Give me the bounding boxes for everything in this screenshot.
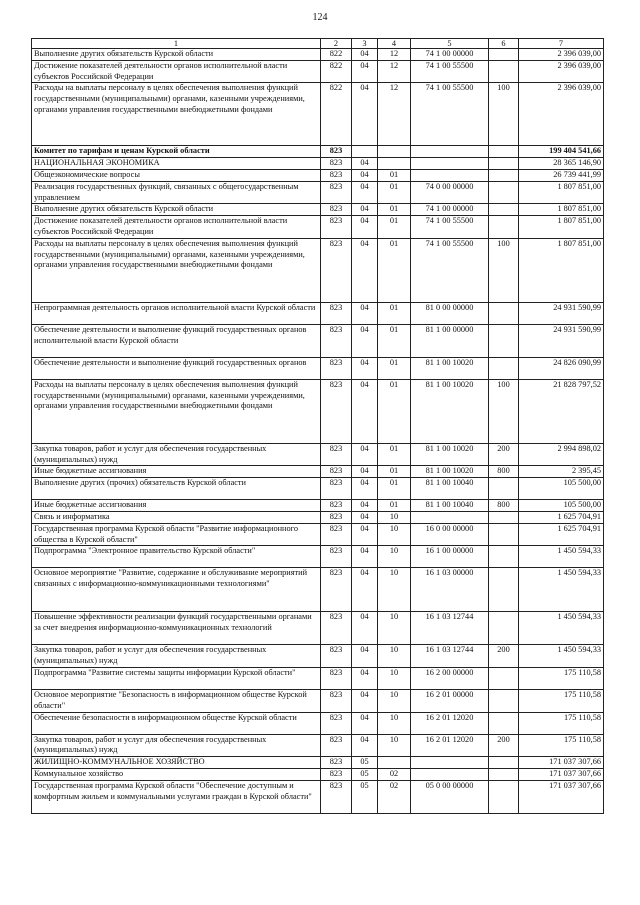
target-article-cell: 16 1 03 12744: [411, 612, 489, 645]
section-code-cell: 04: [352, 466, 378, 478]
section-code-cell: 04: [352, 216, 378, 239]
section-code-cell: 04: [352, 546, 378, 568]
expense-type-cell: [489, 216, 519, 239]
table-body: [32, 49, 604, 814]
subsection-code-cell: 01: [378, 324, 411, 357]
subsection-code-cell: 01: [378, 478, 411, 500]
table-row: [32, 780, 604, 813]
target-article-cell: [411, 757, 489, 769]
ministry-code-cell: 823: [321, 466, 352, 478]
amount-cell: 105 500,00: [519, 478, 604, 500]
expense-type-cell: [489, 478, 519, 500]
target-article-cell: 81 0 00 00000: [411, 302, 489, 324]
section-code-cell: 04: [352, 49, 378, 61]
amount-cell: 26 739 441,99: [519, 169, 604, 181]
target-article-cell: 81 1 00 00000: [411, 324, 489, 357]
subsection-code-cell: 10: [378, 689, 411, 712]
section-code-cell: 04: [352, 169, 378, 181]
table-row: [32, 443, 604, 466]
subsection-code-cell: 10: [378, 667, 411, 689]
amount-cell: 175 110,58: [519, 734, 604, 757]
target-article-cell: 74 1 00 55500: [411, 83, 489, 146]
expense-type-cell: [489, 302, 519, 324]
amount-cell: 1 450 594,33: [519, 612, 604, 645]
subsection-code-cell: [378, 158, 411, 170]
subsection-code-cell: 01: [378, 302, 411, 324]
target-article-cell: 16 0 00 00000: [411, 523, 489, 546]
subsection-code-cell: 01: [378, 466, 411, 478]
section-code-cell: 04: [352, 238, 378, 302]
ministry-code-cell: 823: [321, 757, 352, 769]
row-name-cell: Реализация государственных функций, связанных с общегосударственным управлением: [32, 181, 321, 204]
ministry-code-cell: 823: [321, 612, 352, 645]
ministry-code-cell: 823: [321, 302, 352, 324]
expense-type-cell: [489, 49, 519, 61]
subsection-code-cell: 01: [378, 216, 411, 239]
column-header: 3: [352, 39, 378, 49]
row-name-cell: Выполнение других обязательств Курской области: [32, 204, 321, 216]
expense-type-cell: 100: [489, 238, 519, 302]
ministry-code-cell: 823: [321, 443, 352, 466]
section-code-cell: 04: [352, 500, 378, 512]
row-name-cell: Непрограммная деятельность органов исполнительной власти Курской области: [32, 302, 321, 324]
subsection-code-cell: 01: [378, 204, 411, 216]
table-row: [32, 689, 604, 712]
row-name-cell: Выполнение других обязательств Курской области: [32, 49, 321, 61]
target-article-cell: [411, 146, 489, 158]
ministry-code-cell: 823: [321, 645, 352, 668]
section-code-cell: 04: [352, 83, 378, 146]
row-name-cell: Комитет по тарифам и ценам Курской области: [32, 146, 321, 158]
target-article-cell: 05 0 00 00000: [411, 780, 489, 813]
amount-cell: 171 037 307,66: [519, 780, 604, 813]
row-name-cell: НАЦИОНАЛЬНАЯ ЭКОНОМИКА: [32, 158, 321, 170]
budget-table: [31, 38, 604, 814]
expense-type-cell: [489, 357, 519, 379]
expense-type-cell: 100: [489, 83, 519, 146]
row-name-cell: Закупка товаров, работ и услуг для обеспечения государственных (муниципальных) нужд: [32, 443, 321, 466]
subsection-code-cell: 10: [378, 546, 411, 568]
table-row: [32, 302, 604, 324]
target-article-cell: 16 1 03 12744: [411, 645, 489, 668]
subsection-code-cell: [378, 146, 411, 158]
amount-cell: 28 365 146,90: [519, 158, 604, 170]
section-code-cell: 04: [352, 443, 378, 466]
subsection-code-cell: 01: [378, 238, 411, 302]
ministry-code-cell: 823: [321, 158, 352, 170]
table-row: [32, 712, 604, 734]
table-row: [32, 216, 604, 239]
subsection-code-cell: 01: [378, 169, 411, 181]
subsection-code-cell: 10: [378, 568, 411, 612]
expense-type-cell: 800: [489, 500, 519, 512]
ministry-code-cell: 823: [321, 478, 352, 500]
subsection-code-cell: 10: [378, 523, 411, 546]
expense-type-cell: [489, 60, 519, 83]
subsection-code-cell: 02: [378, 768, 411, 780]
target-article-cell: 81 1 00 10020: [411, 466, 489, 478]
expense-type-cell: 100: [489, 379, 519, 443]
amount-cell: 24 931 590,99: [519, 302, 604, 324]
expense-type-cell: 200: [489, 443, 519, 466]
target-article-cell: 74 0 00 00000: [411, 181, 489, 204]
ministry-code-cell: 823: [321, 768, 352, 780]
target-article-cell: 74 1 00 00000: [411, 49, 489, 61]
subsection-code-cell: 12: [378, 49, 411, 61]
column-header: 5: [411, 39, 489, 49]
section-code-cell: 04: [352, 734, 378, 757]
table-row: [32, 667, 604, 689]
table-row: [32, 478, 604, 500]
amount-cell: 1 450 594,33: [519, 645, 604, 668]
row-name-cell: ЖИЛИЩНО-КОММУНАЛЬНОЕ ХОЗЯЙСТВО: [32, 757, 321, 769]
table-row: [32, 612, 604, 645]
subsection-code-cell: 01: [378, 379, 411, 443]
amount-cell: 2 396 039,00: [519, 60, 604, 83]
ministry-code-cell: 823: [321, 780, 352, 813]
amount-cell: 2 396 039,00: [519, 49, 604, 61]
subsection-code-cell: 10: [378, 734, 411, 757]
ministry-code-cell: 823: [321, 324, 352, 357]
header-row: [32, 39, 604, 49]
expense-type-cell: [489, 757, 519, 769]
amount-cell: 2 396 039,00: [519, 83, 604, 146]
subsection-code-cell: 12: [378, 60, 411, 83]
ministry-code-cell: 823: [321, 546, 352, 568]
section-code-cell: 04: [352, 612, 378, 645]
target-article-cell: 81 1 00 10040: [411, 500, 489, 512]
amount-cell: 1 450 594,33: [519, 546, 604, 568]
column-header: 2: [321, 39, 352, 49]
section-code-cell: 04: [352, 357, 378, 379]
column-header: 6: [489, 39, 519, 49]
amount-cell: 1 450 594,33: [519, 568, 604, 612]
row-name-cell: Государственная программа Курской области "Развитие информационного общества в Курской области": [32, 523, 321, 546]
row-name-cell: Расходы на выплаты персоналу в целях обеспечения выполнения функций государственными (муниципальными) органами, казенными учреждениями, органами управления государственными внебюджетными фондами: [32, 238, 321, 302]
target-article-cell: 74 1 00 55500: [411, 216, 489, 239]
amount-cell: 1 807 851,00: [519, 238, 604, 302]
target-article-cell: 16 2 01 12020: [411, 734, 489, 757]
table-row: [32, 238, 604, 302]
section-code-cell: 04: [352, 324, 378, 357]
row-name-cell: Выполнение других (прочих) обязательств Курской области: [32, 478, 321, 500]
section-code-cell: 04: [352, 204, 378, 216]
expense-type-cell: [489, 612, 519, 645]
row-name-cell: Основное мероприятие "Безопасность в информационном обществе Курской области": [32, 689, 321, 712]
expense-type-cell: 200: [489, 734, 519, 757]
row-name-cell: Подпрограмма "Электронное правительство Курской области": [32, 546, 321, 568]
expense-type-cell: [489, 768, 519, 780]
row-name-cell: Обеспечение деятельности и выполнение функций государственных органов исполнительной власти Курской области: [32, 324, 321, 357]
column-header: 4: [378, 39, 411, 49]
section-code-cell: 04: [352, 712, 378, 734]
ministry-code-cell: 823: [321, 357, 352, 379]
amount-cell: 2 395,45: [519, 466, 604, 478]
expense-type-cell: [489, 181, 519, 204]
table-row: [32, 757, 604, 769]
target-article-cell: 74 1 00 55500: [411, 238, 489, 302]
amount-cell: 1 625 704,91: [519, 523, 604, 546]
expense-type-cell: [489, 169, 519, 181]
subsection-code-cell: 02: [378, 780, 411, 813]
ministry-code-cell: 823: [321, 689, 352, 712]
table-row: [32, 158, 604, 170]
target-article-cell: [411, 158, 489, 170]
amount-cell: 175 110,58: [519, 667, 604, 689]
ministry-code-cell: 822: [321, 83, 352, 146]
target-article-cell: 81 1 00 10040: [411, 478, 489, 500]
subsection-code-cell: 01: [378, 500, 411, 512]
table-row: [32, 204, 604, 216]
table-row: [32, 500, 604, 512]
section-code-cell: 04: [352, 478, 378, 500]
row-name-cell: Закупка товаров, работ и услуг для обеспечения государственных (муниципальных) нужд: [32, 645, 321, 668]
row-name-cell: Обеспечение безопасности в информационном обществе Курской области: [32, 712, 321, 734]
amount-cell: 1 807 851,00: [519, 216, 604, 239]
table-row: [32, 49, 604, 61]
table-row: [32, 568, 604, 612]
section-code-cell: 04: [352, 568, 378, 612]
amount-cell: 24 931 590,99: [519, 324, 604, 357]
ministry-code-cell: 822: [321, 49, 352, 61]
ministry-code-cell: 823: [321, 169, 352, 181]
expense-type-cell: [489, 689, 519, 712]
expense-type-cell: [489, 712, 519, 734]
section-code-cell: 04: [352, 667, 378, 689]
expense-type-cell: [489, 511, 519, 523]
target-article-cell: 74 1 00 55500: [411, 60, 489, 83]
table-row: [32, 768, 604, 780]
section-code-cell: 04: [352, 523, 378, 546]
target-article-cell: 81 1 00 10020: [411, 357, 489, 379]
target-article-cell: [411, 511, 489, 523]
amount-cell: 105 500,00: [519, 500, 604, 512]
subsection-code-cell: 10: [378, 645, 411, 668]
ministry-code-cell: 823: [321, 181, 352, 204]
amount-cell: 171 037 307,66: [519, 757, 604, 769]
table-row: [32, 523, 604, 546]
table-row: [32, 734, 604, 757]
amount-cell: 2 994 898,02: [519, 443, 604, 466]
expense-type-cell: [489, 324, 519, 357]
amount-cell: 175 110,58: [519, 689, 604, 712]
subsection-code-cell: 01: [378, 357, 411, 379]
target-article-cell: 81 1 00 10020: [411, 443, 489, 466]
expense-type-cell: 800: [489, 466, 519, 478]
ministry-code-cell: 823: [321, 146, 352, 158]
table-row: [32, 546, 604, 568]
page-number: 124: [312, 12, 328, 23]
section-code-cell: 04: [352, 60, 378, 83]
amount-cell: 1 807 851,00: [519, 181, 604, 204]
section-code-cell: 05: [352, 768, 378, 780]
table-row: [32, 60, 604, 83]
section-code-cell: 04: [352, 645, 378, 668]
ministry-code-cell: 823: [321, 500, 352, 512]
section-code-cell: 05: [352, 757, 378, 769]
target-article-cell: 74 1 00 00000: [411, 204, 489, 216]
ministry-code-cell: 823: [321, 734, 352, 757]
expense-type-cell: [489, 146, 519, 158]
target-article-cell: [411, 169, 489, 181]
expense-type-cell: [489, 780, 519, 813]
row-name-cell: Основное мероприятие "Развитие, содержание и обслуживание мероприятий связанных с информационно-коммуникационными технологиями": [32, 568, 321, 612]
ministry-code-cell: 823: [321, 379, 352, 443]
section-code-cell: 04: [352, 511, 378, 523]
column-header: 1: [32, 39, 321, 49]
target-article-cell: 16 1 03 00000: [411, 568, 489, 612]
expense-type-cell: [489, 158, 519, 170]
amount-cell: 175 110,58: [519, 712, 604, 734]
amount-cell: 171 037 307,66: [519, 768, 604, 780]
row-name-cell: Подпрограмма "Развитие системы защиты информации Курской области": [32, 667, 321, 689]
ministry-code-cell: 823: [321, 238, 352, 302]
ministry-code-cell: 823: [321, 667, 352, 689]
table-row: [32, 645, 604, 668]
row-name-cell: Расходы на выплаты персоналу в целях обеспечения выполнения функций государственными (муниципальными) органами, казенными учреждениями, органами управления государственными внебюджетными фондами: [32, 379, 321, 443]
table-row: [32, 511, 604, 523]
row-name-cell: Расходы на выплаты персоналу в целях обеспечения выполнения функций государственными (муниципальными) органами, казенными учреждениями, органами управления государственными внебюджетными фондами: [32, 83, 321, 146]
expense-type-cell: [489, 568, 519, 612]
subsection-code-cell: 10: [378, 712, 411, 734]
target-article-cell: 16 1 00 00000: [411, 546, 489, 568]
expense-type-cell: 200: [489, 645, 519, 668]
target-article-cell: 81 1 00 10020: [411, 379, 489, 443]
ministry-code-cell: 823: [321, 511, 352, 523]
expense-type-cell: [489, 667, 519, 689]
target-article-cell: 16 2 00 00000: [411, 667, 489, 689]
expense-type-cell: [489, 523, 519, 546]
row-name-cell: Связь и информатика: [32, 511, 321, 523]
table-row: [32, 181, 604, 204]
section-code-cell: [352, 146, 378, 158]
row-name-cell: Достижение показателей деятельности органов исполнительной власти субъектов Российской Федерации: [32, 60, 321, 83]
amount-cell: 199 404 541,66: [519, 146, 604, 158]
row-name-cell: Коммунальное хозяйство: [32, 768, 321, 780]
target-article-cell: 16 2 01 12020: [411, 712, 489, 734]
row-name-cell: Общеэкономические вопросы: [32, 169, 321, 181]
table-row: [32, 466, 604, 478]
row-name-cell: Повышение эффективности реализации функций государственными органами за счет внедрения информационно-коммуникационных технологий: [32, 612, 321, 645]
subsection-code-cell: [378, 757, 411, 769]
amount-cell: 1 807 851,00: [519, 204, 604, 216]
row-name-cell: Закупка товаров, работ и услуг для обеспечения государственных (муниципальных) нужд: [32, 734, 321, 757]
table-row: [32, 357, 604, 379]
subsection-code-cell: 10: [378, 612, 411, 645]
column-header: 7: [519, 39, 604, 49]
subsection-code-cell: 01: [378, 181, 411, 204]
table-row: [32, 146, 604, 158]
subsection-code-cell: 10: [378, 511, 411, 523]
table-row: [32, 169, 604, 181]
row-name-cell: Достижение показателей деятельности органов исполнительной власти субъектов Российской Федерации: [32, 216, 321, 239]
section-code-cell: 04: [352, 302, 378, 324]
amount-cell: 24 826 090,99: [519, 357, 604, 379]
ministry-code-cell: 822: [321, 60, 352, 83]
section-code-cell: 04: [352, 181, 378, 204]
ministry-code-cell: 823: [321, 216, 352, 239]
expense-type-cell: [489, 204, 519, 216]
table-row: [32, 379, 604, 443]
section-code-cell: 05: [352, 780, 378, 813]
row-name-cell: Иные бюджетные ассигнования: [32, 500, 321, 512]
row-name-cell: Государственная программа Курской области "Обеспечение доступным и комфортным жильем и коммунальными услугами граждан в Курской области": [32, 780, 321, 813]
ministry-code-cell: 823: [321, 204, 352, 216]
subsection-code-cell: 01: [378, 443, 411, 466]
amount-cell: 1 625 704,91: [519, 511, 604, 523]
section-code-cell: 04: [352, 689, 378, 712]
section-code-cell: 04: [352, 158, 378, 170]
target-article-cell: 16 2 01 00000: [411, 689, 489, 712]
amount-cell: 21 828 797,52: [519, 379, 604, 443]
ministry-code-cell: 823: [321, 712, 352, 734]
ministry-code-cell: 823: [321, 523, 352, 546]
section-code-cell: 04: [352, 379, 378, 443]
table-row: [32, 83, 604, 146]
row-name-cell: Обеспечение деятельности и выполнение функций государственных органов: [32, 357, 321, 379]
subsection-code-cell: 12: [378, 83, 411, 146]
target-article-cell: [411, 768, 489, 780]
table-row: [32, 324, 604, 357]
expense-type-cell: [489, 546, 519, 568]
ministry-code-cell: 823: [321, 568, 352, 612]
row-name-cell: Иные бюджетные ассигнования: [32, 466, 321, 478]
